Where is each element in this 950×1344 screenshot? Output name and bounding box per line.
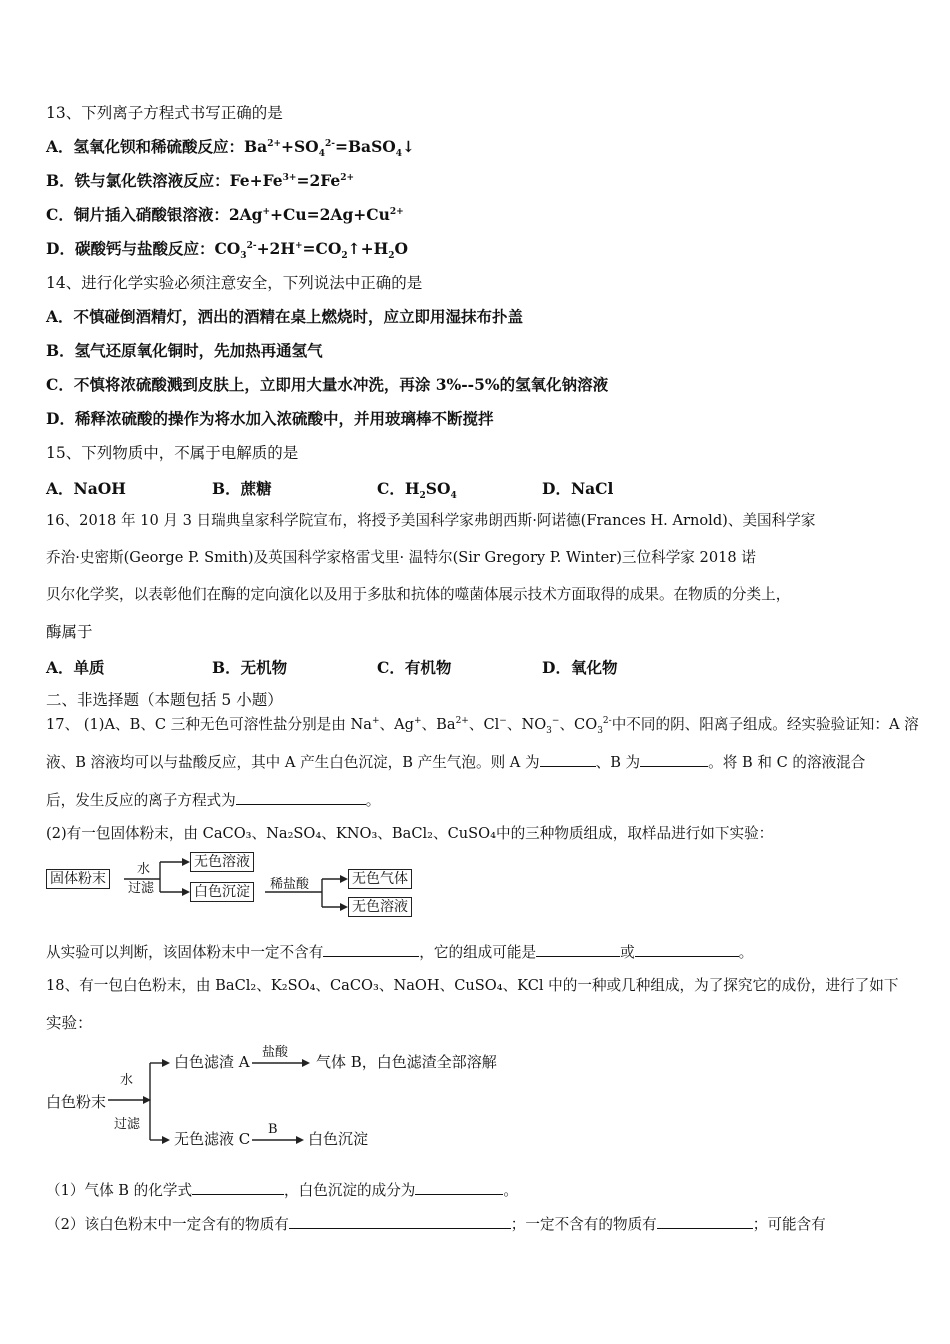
q17-label-dilute-hcl: 稀盐酸 bbox=[270, 877, 310, 892]
q17-box-solid-powder: 固体粉末 bbox=[46, 869, 110, 889]
q18-label-white-powder: 白色粉末 bbox=[46, 1093, 107, 1111]
q16-line-4: 酶属于 bbox=[46, 623, 93, 641]
q17-line-1: 17、 (1)A、B、C 三种无色可溶性盐分别是由 Na+、Ag+、$Ba^{2+}$、Cl−、$NO_3^-$、$CO_3^{2-}$中不同的阴、阳离子组成。经实验验证知：A 溶 bbox=[46, 716, 919, 736]
q16-line-2: 乔治·史密斯(George P. Smith)及英国科学家格雷戈里· 温特尔(Sir Gregory P. Winter)三位科学家 2018 诺 bbox=[46, 549, 756, 566]
q17-part-2: (2)有一包固体粉末，由 CaCO₃、Na₂SO₄、KNO₃、BaCl₂、CuSO₄中的三种物质组成，取样品进行如下实验： bbox=[46, 825, 774, 842]
q17-box-colorless-solution: 无色溶液 bbox=[190, 852, 254, 872]
q18-label-reagent-b: B bbox=[268, 1122, 278, 1137]
q18-label-hcl: 盐酸 bbox=[262, 1045, 289, 1060]
q13-option-d[interactable]: D．碳酸钙与盐酸反应：$CO_3^{2-}+2H^+=CO_2↑+H_2O$ bbox=[46, 239, 409, 262]
section-2-heading: 二、非选择题（本题包括 5 小题） bbox=[46, 691, 283, 709]
q18-must-not-contain-blank[interactable] bbox=[657, 1214, 753, 1229]
q14-option-a[interactable]: A．不慎碰倒酒精灯，洒出的酒精在桌上燃烧时，应立即用湿抹布扑盖 bbox=[46, 307, 524, 326]
q17-label-water: 水 bbox=[137, 862, 151, 877]
q16-option-b[interactable]: B．无机物 bbox=[212, 658, 288, 677]
q17-line-2: 液、B 溶液均可以与盐酸反应，其中 A 产生白色沉淀，B 产生气泡。则 A 为 、B 为 。将 B 和 C 的溶液混合 bbox=[46, 754, 866, 771]
q17-box-colorless-solution-2: 无色溶液 bbox=[348, 897, 412, 917]
q17-box-white-precipitate: 白色沉淀 bbox=[190, 882, 254, 902]
q18-must-contain-blank[interactable] bbox=[289, 1214, 511, 1229]
q17-line-3: 后，发生反应的离子方程式为 。 bbox=[46, 792, 381, 809]
q18-label-filter: 过滤 bbox=[114, 1117, 141, 1132]
q18-label-gas-result: 气体 B，白色滤渣全部溶解 bbox=[316, 1053, 497, 1071]
q16-line-3: 贝尔化学奖，以表彰他们在酶的定向演化以及用于多肽和抗体的噬菌体展示技术方面取得的成果。在物质的分类上， bbox=[46, 586, 791, 603]
q13-stem: 13、下列离子方程式书写正确的是 bbox=[46, 104, 283, 122]
q18-precipitate-blank[interactable] bbox=[415, 1180, 503, 1195]
q14-stem: 14、进行化学实验必须注意安全，下列说法中正确的是 bbox=[46, 274, 423, 292]
q18-gas-formula-blank[interactable] bbox=[192, 1180, 284, 1195]
q15-stem: 15、下列物质中，不属于电解质的是 bbox=[46, 444, 299, 462]
q18-label-white-residue-a: 白色滤渣 A bbox=[174, 1053, 250, 1071]
q13-option-b[interactable]: B．铁与氯化铁溶液反应：$Fe+Fe^{3+}=2Fe^{2+}$ bbox=[46, 171, 355, 190]
q16-option-c[interactable]: C．有机物 bbox=[377, 658, 452, 677]
q14-option-c[interactable]: C．不慎将浓硫酸溅到皮肤上，立即用大量水冲洗，再涂 3%--5%的氢氧化钠溶液 bbox=[46, 375, 609, 394]
q18-label-filtrate-c: 无色滤液 C bbox=[174, 1130, 251, 1148]
q16-option-a[interactable]: A．单质 bbox=[46, 658, 105, 677]
q17-label-filter: 过滤 bbox=[128, 881, 155, 896]
q17-box-colorless-gas: 无色气体 bbox=[348, 869, 412, 889]
q13-option-a[interactable]: A．氢氧化钡和稀硫酸反应：$Ba^{2+}+SO_4^{2-}=BaSO_4↓$ bbox=[46, 137, 416, 160]
q15-option-b[interactable]: B．蔗糖 bbox=[212, 479, 272, 498]
q18-part-1: （1）气体 B 的化学式 ，白色沉淀的成分为 。 bbox=[46, 1182, 519, 1199]
q13-option-c[interactable]: C．铜片插入硝酸银溶液：$2Ag^++Cu=2Ag+Cu^{2+}$ bbox=[46, 205, 404, 224]
q16-line-1: 16、2018 年 10 月 3 日瑞典皇家科学院宣布，将授予美国科学家弗朗西斯·阿诺德(Frances H. Arnold)、美国科学家 bbox=[46, 512, 816, 529]
q15-option-d[interactable]: D．NaCl bbox=[542, 479, 614, 498]
q18-line-2: 实验： bbox=[46, 1014, 93, 1032]
q15-option-a[interactable]: A．NaOH bbox=[46, 479, 126, 498]
q18-label-white-precipitate: 白色沉淀 bbox=[308, 1130, 369, 1148]
q17-conclusion: 从实验可以判断，该固体粉末中一定不含有 ，它的组成可能是 或 。 bbox=[46, 944, 754, 961]
q18-part-2: （2）该白色粉末中一定含有的物质有 ；一定不含有的物质有 ；可能含有 bbox=[46, 1216, 826, 1233]
q15-option-c[interactable]: C．$H_2SO_4$ bbox=[377, 479, 457, 502]
q16-option-d[interactable]: D．氧化物 bbox=[542, 658, 618, 677]
q14-option-d[interactable]: D．稀释浓硫酸的操作为将水加入浓硫酸中，并用玻璃棒不断搅拌 bbox=[46, 409, 494, 428]
q18-line-1: 18、有一包白色粉末，由 BaCl₂、K₂SO₄、CaCO₃、NaOH、CuSO₄、KCl 中的一种或几种组成，为了探究它的成份，进行了如下 bbox=[46, 977, 899, 994]
q18-label-water: 水 bbox=[120, 1073, 134, 1088]
q14-option-b[interactable]: B．氢气还原氧化铜时，先加热再通氢气 bbox=[46, 341, 323, 360]
